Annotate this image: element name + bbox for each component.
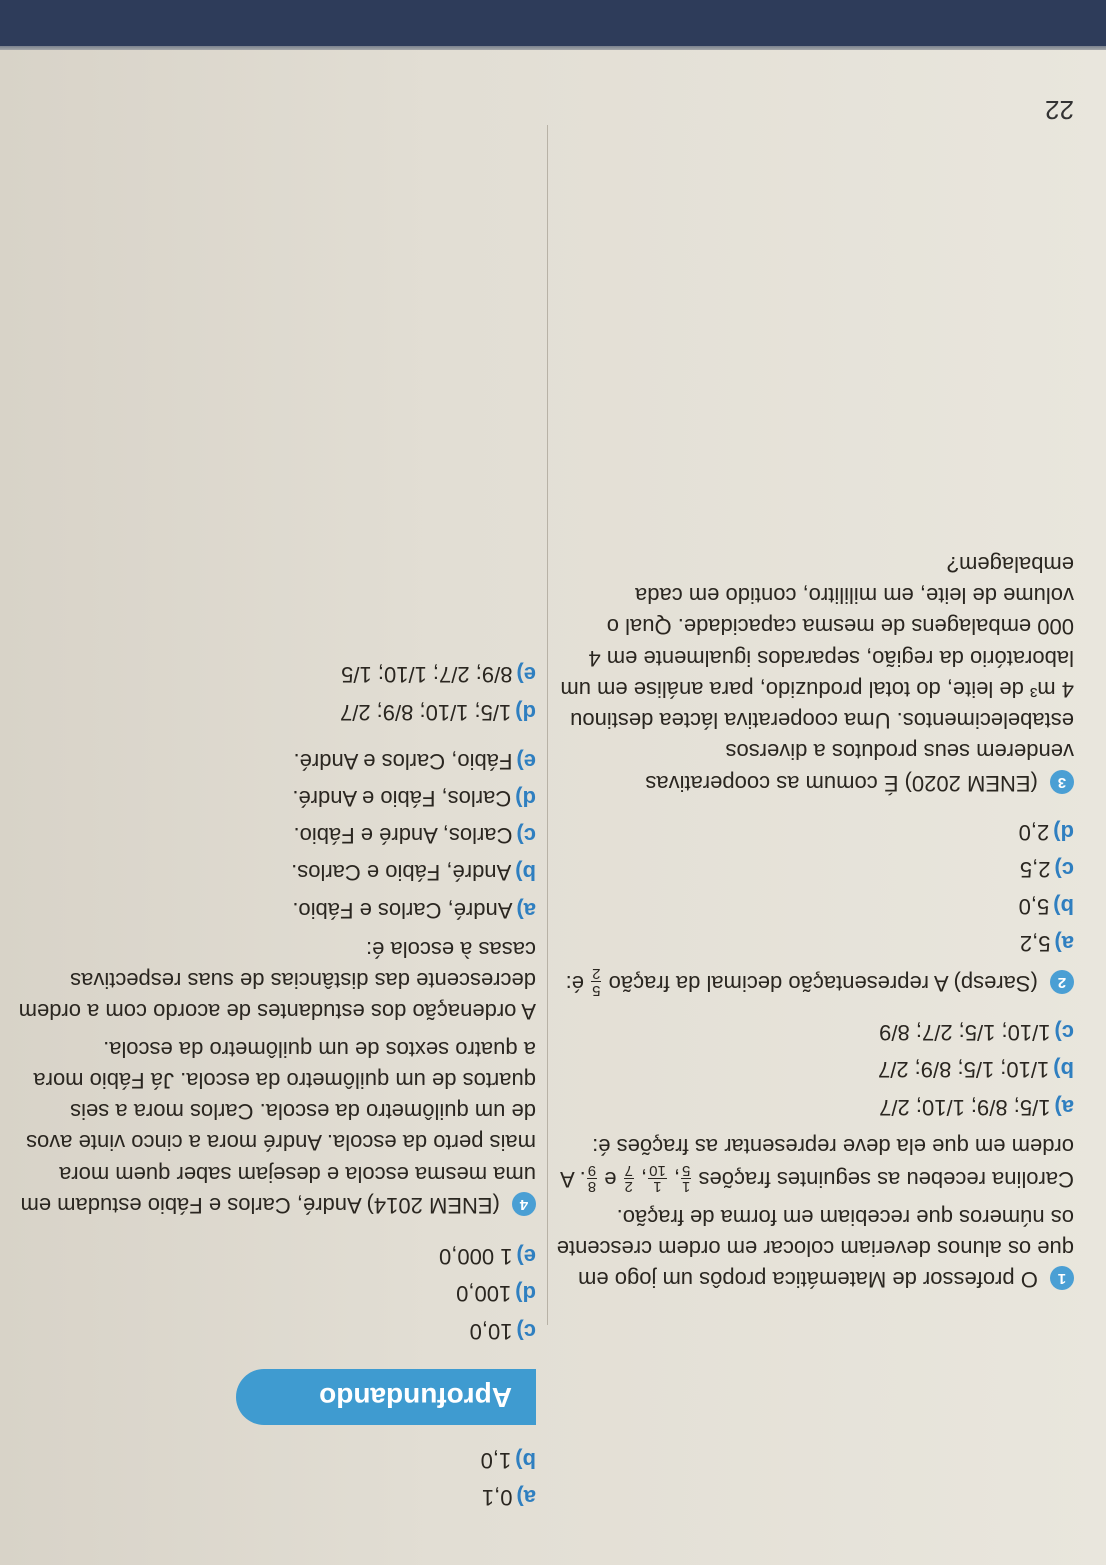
option-e[interactable]: e)Fábio, Carlos e André. (293, 748, 536, 774)
option-b[interactable]: b)5,0 (1018, 894, 1074, 920)
question-1-more-options (16, 659, 536, 727)
question-4-text: (ENEM 2014) André, Carlos e Fábio estudam em uma mesma escola e desejam saber quem mora mais perto da escola. André mora a cinco vinte avos de um quilômetro da escola. Carlos mora a seis quartos de um quilômetro da escola. Já Fábio mora a quatro sextos de um quilômetro da escola. (20, 1036, 536, 1218)
section-banner: Aprofundando (236, 1369, 536, 1425)
option-b[interactable]: b)André, Fábio e Carlos. (291, 860, 536, 886)
question-number-badge: 1 (1050, 1266, 1074, 1290)
question-2-text-after: é: (565, 970, 585, 996)
option-c[interactable]: c)10,0 (469, 1318, 536, 1344)
previous-options (16, 1445, 536, 1513)
fraction: 8 9 (587, 1161, 597, 1196)
question-3 (554, 549, 1074, 799)
question-4-text2: A ordenação dos estudantes de acordo com a ordem decrescente das distâncias de suas respectivas casas à escola é: (18, 936, 536, 1025)
option-c[interactable]: c)1/10; 1/5; 2/7; 8/9 (879, 1020, 1074, 1046)
question-1-text: O professor de Matemática propôs um jogo em que os alunos deveriam colocar em ordem crescente os números que recebiam em forma de fração. (556, 1204, 1074, 1292)
option-d[interactable]: d)Carlos, Fábio e André. (292, 786, 536, 812)
option-b[interactable]: b)1,0 (480, 1447, 536, 1473)
option-a[interactable]: a)0,1 (481, 1485, 536, 1510)
question-2 (554, 817, 1074, 999)
fraction: 2 7 (624, 1161, 633, 1196)
question-2-text-before: (Saresp) A representação decimal da fração (608, 970, 1038, 996)
question-number-badge: 4 (512, 1192, 536, 1216)
question-1: 1 O professor de Matemática propôs um jogo em que os alunos deveriam colocar em ordem crescente os números que recebiam em forma de fração. Carolina recebeu as seguintes frações 1 5 , 1 10 , 2 7 e 8 9 . A ordem em que ela deve representar as frações é: a)1/5; 8/9; 1/10; 2/7 b)1/10; 1/5; 8/9; 2/7 c)1/10; 1/5; 2/7; 8/9 (554, 1017, 1074, 1295)
option-a[interactable]: a)5,2 (1019, 931, 1074, 957)
question-number-badge: 2 (1050, 970, 1074, 994)
option-e[interactable]: e)1 000,0 (439, 1244, 536, 1270)
option-d[interactable]: d)100,0 (456, 1281, 536, 1307)
option-a[interactable]: a)1/5; 8/9; 1/10; 2/7 (879, 1094, 1074, 1120)
fraction: 1 5 (682, 1161, 691, 1196)
left-column (554, 531, 1074, 1295)
question-number-badge: 3 (1050, 770, 1074, 794)
option-c[interactable]: c)Carlos, André e Fábio. (293, 823, 536, 849)
question-1-text2-before: Carolina recebeu as seguintes frações (698, 1167, 1074, 1193)
option-e[interactable]: e)8/9; 2/7; 1/10; 1/5 (341, 662, 536, 688)
question-1-text2-after: A ordem em que ela deve representar as frações é: (561, 1133, 1074, 1193)
option-b[interactable]: b)1/10; 1/5; 8/9; 2/7 (877, 1057, 1074, 1083)
background-cloth (0, 0, 1106, 46)
fraction: 1 10 (649, 1161, 666, 1196)
option-d[interactable]: d)2,0 (1018, 819, 1074, 845)
option-c[interactable]: c)2,5 (1019, 857, 1074, 883)
column-divider (547, 125, 548, 1325)
question-3-text: (ENEM 2020) É comum as cooperativas venderem seus produtos a diversos estabelecimentos. Uma cooperativa láctea destinou 4 m³ de leite, do total produzido, para análise em um laboratório da região, separados igualmente em 4 000 embalagens de mesma capacidade. Qual o volume de leite, em mililitro, contido em cada embalagem? (560, 551, 1074, 796)
page-number: 22 (1045, 95, 1074, 125)
option-a[interactable]: a)André, Carlos e Fábio. (292, 897, 536, 923)
fraction: 5 2 (592, 965, 601, 999)
previous-options-continued (16, 1241, 536, 1347)
option-d[interactable]: d)1/5; 1/10; 8/9; 2/7 (339, 699, 536, 725)
question-4 (16, 746, 536, 1221)
